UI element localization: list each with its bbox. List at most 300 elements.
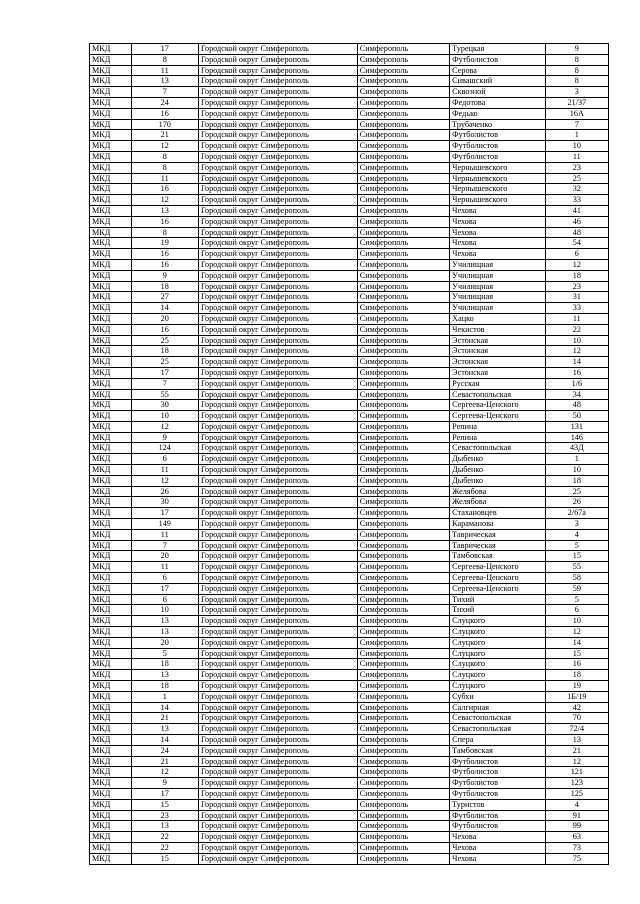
city-cell: Симферополь (357, 778, 449, 789)
city-cell: Симферополь (357, 583, 449, 594)
district-cell: Городской округ Симферополь (198, 184, 357, 195)
house-number-cell: 5 (545, 594, 608, 605)
street-cell: Футболистов (450, 767, 545, 778)
table-row (90, 151, 609, 162)
count-cell: 10 (131, 411, 198, 422)
district-cell: Городской округ Симферополь (198, 486, 357, 497)
table-row (90, 400, 609, 411)
house-number-cell: 11 (545, 313, 608, 324)
count-cell: 20 (131, 313, 198, 324)
city-cell: Симферополь (357, 443, 449, 454)
count-cell: 21 (131, 756, 198, 767)
building-type-cell: МКД (90, 681, 132, 692)
city-cell: Симферополь (357, 637, 449, 648)
house-number-cell: 9 (545, 44, 608, 55)
building-type-cell: МКД (90, 583, 132, 594)
count-cell: 12 (131, 475, 198, 486)
district-cell: Городской округ Симферополь (198, 713, 357, 724)
building-type-cell: МКД (90, 594, 132, 605)
count-cell: 15 (131, 853, 198, 864)
district-cell: Городской округ Симферополь (198, 767, 357, 778)
city-cell: Симферополь (357, 681, 449, 692)
house-number-cell: 4 (545, 529, 608, 540)
building-type-cell: МКД (90, 616, 132, 627)
table-row (90, 195, 609, 206)
building-type-cell: МКД (90, 659, 132, 670)
district-cell: Городской округ Симферополь (198, 195, 357, 206)
house-number-cell: 99 (545, 821, 608, 832)
table-row (90, 130, 609, 141)
city-cell: Симферополь (357, 367, 449, 378)
city-cell: Симферополь (357, 735, 449, 746)
table-row (90, 378, 609, 389)
table-row (90, 227, 609, 238)
building-type-cell: МКД (90, 788, 132, 799)
district-cell: Городской округ Симферополь (198, 421, 357, 432)
building-type-cell: МКД (90, 486, 132, 497)
table-row (90, 821, 609, 832)
count-cell: 16 (131, 249, 198, 260)
house-number-cell: 1Б/19 (545, 691, 608, 702)
street-cell: Училищная (450, 281, 545, 292)
table-row (90, 486, 609, 497)
district-cell: Городской округ Симферополь (198, 702, 357, 713)
count-cell: 12 (131, 767, 198, 778)
table-row (90, 508, 609, 519)
city-cell: Симферополь (357, 216, 449, 227)
city-cell: Симферополь (357, 508, 449, 519)
table-row (90, 411, 609, 422)
table-row (90, 281, 609, 292)
table-row (90, 184, 609, 195)
table-row (90, 853, 609, 864)
city-cell: Симферополь (357, 44, 449, 55)
table-row (90, 292, 609, 303)
count-cell: 6 (131, 573, 198, 584)
building-type-cell: МКД (90, 378, 132, 389)
count-cell: 17 (131, 788, 198, 799)
building-type-cell: МКД (90, 799, 132, 810)
district-cell: Городской округ Симферополь (198, 562, 357, 573)
district-cell: Городской округ Симферополь (198, 529, 357, 540)
city-cell: Симферополь (357, 173, 449, 184)
city-cell: Симферополь (357, 270, 449, 281)
building-type-cell: МКД (90, 357, 132, 368)
street-cell: Федотова (450, 97, 545, 108)
building-type-cell: МКД (90, 195, 132, 206)
city-cell: Симферополь (357, 54, 449, 65)
count-cell: 27 (131, 292, 198, 303)
building-type-cell: МКД (90, 497, 132, 508)
count-cell: 18 (131, 281, 198, 292)
district-cell: Городской округ Симферополь (198, 616, 357, 627)
house-number-cell: 146 (545, 432, 608, 443)
house-number-cell: 32 (545, 184, 608, 195)
street-cell: Эстонская (450, 357, 545, 368)
district-cell: Городской округ Симферополь (198, 227, 357, 238)
district-cell: Городской округ Симферополь (198, 465, 357, 476)
count-cell: 25 (131, 357, 198, 368)
building-type-cell: МКД (90, 702, 132, 713)
table-row (90, 238, 609, 249)
city-cell: Симферополь (357, 799, 449, 810)
house-number-cell: 121 (545, 767, 608, 778)
table-row (90, 76, 609, 87)
street-cell: Тихий (450, 605, 545, 616)
count-cell: 15 (131, 799, 198, 810)
street-cell: Салгирная (450, 702, 545, 713)
table-row (90, 659, 609, 670)
table-row (90, 562, 609, 573)
building-type-cell: МКД (90, 853, 132, 864)
house-number-cell: 73 (545, 842, 608, 853)
count-cell: 55 (131, 389, 198, 400)
district-cell: Городской округ Симферополь (198, 778, 357, 789)
city-cell: Симферополь (357, 486, 449, 497)
count-cell: 8 (131, 162, 198, 173)
street-cell: Тамбовская (450, 551, 545, 562)
count-cell: 6 (131, 454, 198, 465)
street-cell: Сивашский (450, 76, 545, 87)
house-number-cell: 31 (545, 292, 608, 303)
street-cell: Желябова (450, 486, 545, 497)
count-cell: 30 (131, 400, 198, 411)
district-cell: Городской округ Симферополь (198, 346, 357, 357)
city-cell: Симферополь (357, 529, 449, 540)
building-type-cell: МКД (90, 573, 132, 584)
house-number-cell: 63 (545, 832, 608, 843)
count-cell: 12 (131, 141, 198, 152)
count-cell: 1 (131, 691, 198, 702)
table-row (90, 713, 609, 724)
street-cell: Сергеева-Ценского (450, 573, 545, 584)
street-cell: Турецкая (450, 44, 545, 55)
street-cell: Чернышевского (450, 195, 545, 206)
table-row (90, 162, 609, 173)
street-cell: Туристов (450, 799, 545, 810)
building-type-cell: МКД (90, 421, 132, 432)
building-type-cell: МКД (90, 562, 132, 573)
count-cell: 19 (131, 238, 198, 249)
district-cell: Городской округ Симферополь (198, 270, 357, 281)
street-cell: Слуцкого (450, 637, 545, 648)
building-type-cell: МКД (90, 65, 132, 76)
street-cell: Хацко (450, 313, 545, 324)
table-row (90, 767, 609, 778)
district-cell: Городской округ Симферополь (198, 432, 357, 443)
table-row (90, 313, 609, 324)
building-type-cell: МКД (90, 605, 132, 616)
table-row (90, 702, 609, 713)
table-row (90, 627, 609, 638)
count-cell: 16 (131, 216, 198, 227)
table-row (90, 335, 609, 346)
street-cell: Училищная (450, 292, 545, 303)
table-row (90, 616, 609, 627)
table-row (90, 173, 609, 184)
house-number-cell: 23 (545, 281, 608, 292)
count-cell: 170 (131, 119, 198, 130)
house-number-cell: 18 (545, 475, 608, 486)
street-cell: Чехова (450, 853, 545, 864)
table-row (90, 583, 609, 594)
district-cell: Городской округ Симферополь (198, 400, 357, 411)
city-cell: Симферополь (357, 540, 449, 551)
count-cell: 14 (131, 303, 198, 314)
table-row (90, 357, 609, 368)
district-cell: Городской округ Симферополь (198, 810, 357, 821)
table-row (90, 745, 609, 756)
district-cell: Городской округ Симферополь (198, 454, 357, 465)
count-cell: 13 (131, 821, 198, 832)
city-cell: Симферополь (357, 724, 449, 735)
building-type-cell: МКД (90, 303, 132, 314)
house-number-cell: 15 (545, 648, 608, 659)
house-number-cell: 22 (545, 324, 608, 335)
house-number-cell: 7 (545, 119, 608, 130)
building-type-cell: МКД (90, 173, 132, 184)
building-type-cell: МКД (90, 76, 132, 87)
district-cell: Городской округ Симферополь (198, 389, 357, 400)
city-cell: Симферополь (357, 627, 449, 638)
house-number-cell: 91 (545, 810, 608, 821)
district-cell: Городской округ Симферополь (198, 65, 357, 76)
building-type-cell: МКД (90, 454, 132, 465)
table-row (90, 648, 609, 659)
district-cell: Городской округ Симферополь (198, 303, 357, 314)
count-cell: 11 (131, 173, 198, 184)
street-cell: Футболистов (450, 778, 545, 789)
building-type-cell: МКД (90, 691, 132, 702)
street-cell: Таврическая (450, 529, 545, 540)
district-cell: Городской округ Симферополь (198, 130, 357, 141)
district-cell: Городской округ Симферополь (198, 799, 357, 810)
table-row (90, 259, 609, 270)
city-cell: Симферополь (357, 842, 449, 853)
city-cell: Симферополь (357, 432, 449, 443)
house-number-cell: 5 (545, 540, 608, 551)
house-number-cell: 4 (545, 799, 608, 810)
street-cell: Субхи (450, 691, 545, 702)
count-cell: 21 (131, 713, 198, 724)
district-cell: Городской округ Симферополь (198, 573, 357, 584)
table-row (90, 475, 609, 486)
count-cell: 16 (131, 184, 198, 195)
street-cell: Чекистов (450, 324, 545, 335)
count-cell: 24 (131, 97, 198, 108)
count-cell: 9 (131, 270, 198, 281)
city-cell: Симферополь (357, 184, 449, 195)
building-type-cell: МКД (90, 842, 132, 853)
city-cell: Симферополь (357, 788, 449, 799)
district-cell: Городской округ Симферополь (198, 648, 357, 659)
building-type-cell: МКД (90, 346, 132, 357)
street-cell: Футболистов (450, 130, 545, 141)
city-cell: Симферополь (357, 76, 449, 87)
district-cell: Городской округ Симферополь (198, 443, 357, 454)
street-cell: Репина (450, 432, 545, 443)
district-cell: Городской округ Симферополь (198, 44, 357, 55)
count-cell: 9 (131, 432, 198, 443)
city-cell: Симферополь (357, 411, 449, 422)
house-number-cell: 18 (545, 270, 608, 281)
count-cell: 8 (131, 151, 198, 162)
district-cell: Городской округ Симферополь (198, 108, 357, 119)
district-cell: Городской округ Симферополь (198, 670, 357, 681)
count-cell: 5 (131, 648, 198, 659)
street-cell: Спера (450, 735, 545, 746)
city-cell: Симферополь (357, 400, 449, 411)
building-type-cell: МКД (90, 227, 132, 238)
count-cell: 20 (131, 637, 198, 648)
house-number-cell: 25 (545, 173, 608, 184)
city-cell: Симферополь (357, 691, 449, 702)
building-type-cell: МКД (90, 508, 132, 519)
building-type-cell: МКД (90, 778, 132, 789)
count-cell: 17 (131, 44, 198, 55)
street-cell: Чехова (450, 832, 545, 843)
district-cell: Городской округ Симферополь (198, 76, 357, 87)
street-cell: Дыбенко (450, 454, 545, 465)
house-number-cell: 8 (545, 54, 608, 65)
city-cell: Симферополь (357, 378, 449, 389)
street-cell: Слуцкого (450, 670, 545, 681)
street-cell: Футболистов (450, 788, 545, 799)
building-type-cell: МКД (90, 519, 132, 530)
count-cell: 11 (131, 562, 198, 573)
table-row (90, 497, 609, 508)
table-body (90, 44, 609, 865)
street-cell: Караманова (450, 519, 545, 530)
building-type-cell: МКД (90, 648, 132, 659)
district-cell: Городской округ Симферополь (198, 756, 357, 767)
housing-table (89, 43, 609, 865)
district-cell: Городской округ Симферополь (198, 853, 357, 864)
count-cell: 22 (131, 832, 198, 843)
district-cell: Городской округ Симферополь (198, 259, 357, 270)
street-cell: Слуцкого (450, 648, 545, 659)
street-cell: Чехова (450, 238, 545, 249)
street-cell: Таврическая (450, 540, 545, 551)
house-number-cell: 6 (545, 249, 608, 260)
street-cell: Сергеева-Ценского (450, 411, 545, 422)
street-cell: Серова (450, 65, 545, 76)
count-cell: 18 (131, 681, 198, 692)
table-row (90, 691, 609, 702)
city-cell: Симферополь (357, 756, 449, 767)
city-cell: Симферополь (357, 465, 449, 476)
district-cell: Городской округ Симферополь (198, 691, 357, 702)
building-type-cell: МКД (90, 627, 132, 638)
count-cell: 11 (131, 529, 198, 540)
street-cell: Репина (450, 421, 545, 432)
house-number-cell: 12 (545, 756, 608, 767)
house-number-cell: 1/6 (545, 378, 608, 389)
city-cell: Симферополь (357, 238, 449, 249)
city-cell: Симферополь (357, 475, 449, 486)
table-row (90, 832, 609, 843)
building-type-cell: МКД (90, 141, 132, 152)
city-cell: Симферополь (357, 616, 449, 627)
house-number-cell: 1 (545, 454, 608, 465)
table-row (90, 108, 609, 119)
count-cell: 17 (131, 508, 198, 519)
table-row (90, 216, 609, 227)
table-row (90, 97, 609, 108)
count-cell: 8 (131, 54, 198, 65)
table-row (90, 270, 609, 281)
building-type-cell: МКД (90, 389, 132, 400)
city-cell: Симферополь (357, 108, 449, 119)
city-cell: Симферополь (357, 389, 449, 400)
building-type-cell: МКД (90, 216, 132, 227)
street-cell: Слуцкого (450, 627, 545, 638)
street-cell: Футболистов (450, 810, 545, 821)
table-row (90, 551, 609, 562)
table-row (90, 303, 609, 314)
district-cell: Городской округ Симферополь (198, 378, 357, 389)
building-type-cell: МКД (90, 475, 132, 486)
count-cell: 23 (131, 810, 198, 821)
district-cell: Городской округ Симферополь (198, 151, 357, 162)
count-cell: 16 (131, 259, 198, 270)
street-cell: Севастопольская (450, 713, 545, 724)
table-row (90, 810, 609, 821)
house-number-cell: 34 (545, 389, 608, 400)
table-row (90, 454, 609, 465)
house-number-cell: 43Д (545, 443, 608, 454)
building-type-cell: МКД (90, 367, 132, 378)
count-cell: 12 (131, 195, 198, 206)
street-cell: Училищная (450, 303, 545, 314)
street-cell: Слуцкого (450, 659, 545, 670)
table-row (90, 421, 609, 432)
district-cell: Городской округ Симферополь (198, 497, 357, 508)
district-cell: Городской округ Симферополь (198, 681, 357, 692)
table-row (90, 367, 609, 378)
building-type-cell: МКД (90, 713, 132, 724)
house-number-cell: 10 (545, 335, 608, 346)
city-cell: Симферополь (357, 821, 449, 832)
street-cell: Чехова (450, 227, 545, 238)
building-type-cell: МКД (90, 810, 132, 821)
district-cell: Городской округ Симферополь (198, 551, 357, 562)
house-number-cell: 123 (545, 778, 608, 789)
city-cell: Симферополь (357, 767, 449, 778)
count-cell: 10 (131, 605, 198, 616)
street-cell: Чехова (450, 216, 545, 227)
count-cell: 11 (131, 465, 198, 476)
house-number-cell: 48 (545, 227, 608, 238)
district-cell: Городской округ Симферополь (198, 735, 357, 746)
house-number-cell: 10 (545, 616, 608, 627)
building-type-cell: МКД (90, 335, 132, 346)
count-cell: 30 (131, 497, 198, 508)
house-number-cell: 59 (545, 583, 608, 594)
street-cell: Футболистов (450, 821, 545, 832)
building-type-cell: МКД (90, 151, 132, 162)
street-cell: Футболистов (450, 54, 545, 65)
district-cell: Городской округ Симферополь (198, 141, 357, 152)
street-cell: Футболистов (450, 756, 545, 767)
building-type-cell: МКД (90, 832, 132, 843)
street-cell: Училищная (450, 259, 545, 270)
building-type-cell: МКД (90, 443, 132, 454)
house-number-cell: 19 (545, 681, 608, 692)
city-cell: Симферополь (357, 227, 449, 238)
building-type-cell: МКД (90, 205, 132, 216)
house-number-cell: 42 (545, 702, 608, 713)
